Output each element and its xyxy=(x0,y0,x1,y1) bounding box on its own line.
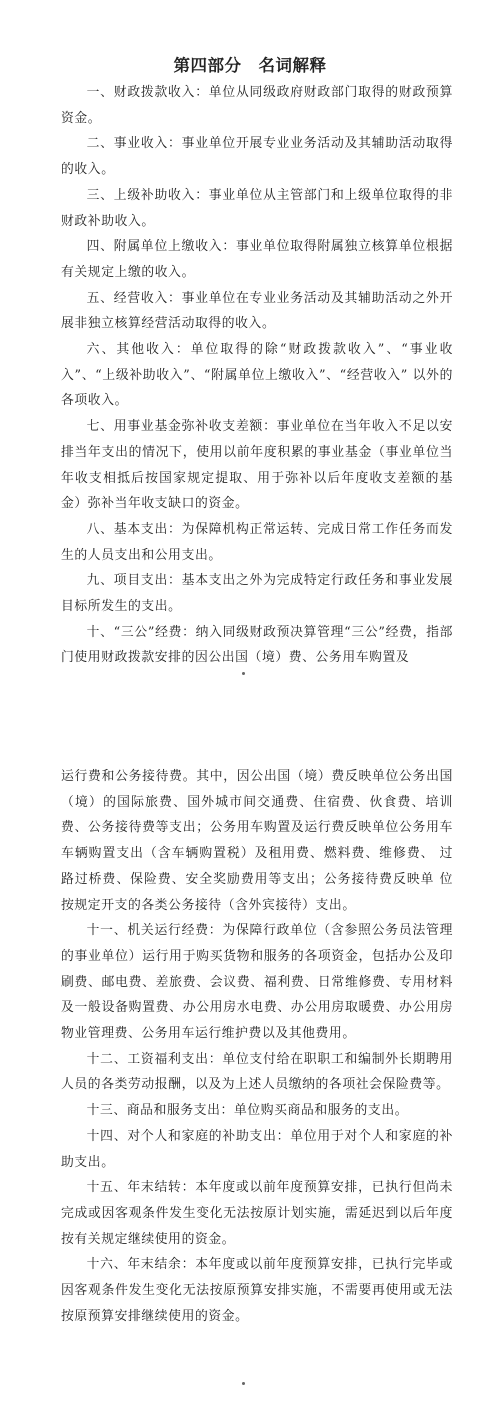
definition-superior-subsidy-income: 三、上级补助收入：事业单位从主管部门和上级单位取得的非财政补助收入。 xyxy=(61,187,453,229)
definition-wage-welfare-expenditure: 十二、工资福利支出：单位支付给在职职工和编制外长期聘用人员的各类劳动报酬，以及为上述人员缴纳的各项社会保险费等。 xyxy=(61,1051,453,1093)
definition-goods-services-expenditure: 十三、商品和服务支出：单位购买商品和服务的支出。 xyxy=(86,1103,409,1119)
definition-operating-income: 五、经营收入：事业单位在专业业务活动及其辅助活动之外开展非独立核算经营活动取得的收入。 xyxy=(61,290,453,332)
definition-subordinate-remittance-income: 四、附属单位上缴收入：事业单位取得附属独立核算单位根据有关规定上缴的收入。 xyxy=(61,239,453,280)
definition-fiscal-allocation-income: 一、财政拨款收入：单位从同级政府财政部门取得的财政预算资金。 xyxy=(61,85,453,126)
page-marker-dot xyxy=(242,672,245,675)
definition-other-income: 六、其他收入：单位取得的除“财政拨款收入”、“事业收入”、“上级补助收入”、“附属单位上缴收入”、“经营收入” 以外的各项收入。 xyxy=(61,342,453,409)
definition-three-public-expenses-continued: 运行费和公务接待费。其中，因公出国（境）费反映单位公务出国（境）的国际旅费、国外城市间交通费、住宿费、伙食费、培训费、公务接待费等支出；公务用车购置及运行费反映单位公务用车车辆购置支出（含车辆购置税）及租用费、燃料费、维修费、 过路过桥费、保险费、安全奖励费用等支出；公务接待费反映单 位按规定开支的各类公务接待（含外宾接待）支出。 xyxy=(61,769,453,913)
definition-business-fund-offset: 七、用事业基金弥补收支差额：事业单位在当年收入不足以安排当年支出的情况下，使用以前年度积累的事业基金（事业单位当年收支相抵后按国家规定提取、用于弥补以后年度收支差额的基金）弥补当年收支缺口的资金。 xyxy=(61,419,453,512)
document-page-1 xyxy=(0,0,500,700)
section-title: 第四部分 名词解释 xyxy=(173,56,327,75)
definition-business-income: 二、事业收入：事业单位开展专业业务活动及其辅助活动取得的收入。 xyxy=(61,136,453,178)
page-marker-dot xyxy=(242,1382,245,1385)
definition-project-expenditure: 九、项目支出：基本支出之外为完成特定行政任务和事业发展目标所发生的支出。 xyxy=(61,573,453,615)
definition-year-end-carryover: 十五、年末结转：本年度或以前年度预算安排，已执行但尚未完成或因客观条件发生变化无法按原计划实施，需延迟到以后年度按有关规定继续使用的资金。 xyxy=(61,1180,453,1247)
document-page-2 xyxy=(0,752,500,1413)
definitions-list-1 xyxy=(61,80,453,671)
definition-basic-expenditure: 八、基本支出：为保障机构正常运转、完成日常工作任务而发生的人员支出和公用支出。 xyxy=(61,521,453,563)
definition-agency-operating-funds: 十一、机关运行经费：为保障行政单位（含参照公务员法管理的事业单位）运行用于购买货物和服务的各项资金，包括办公及印刷费、邮电费、差旅费、会议费、福利费、日常维修费、专用材料及一般设备购置费、办公用房水电费、办公用房取暖费、办公用房物业管理费、公务用车运行维护费以及其他费用。 xyxy=(61,923,453,1042)
definitions-list-2 xyxy=(61,764,453,1329)
definition-household-subsidy-expenditure: 十四、对个人和家庭的补助支出：单位用于对个人和家庭的补助支出。 xyxy=(61,1128,453,1170)
definition-three-public-expenses: 十、“三公”经费：纳入同级财政预决算管理“三公”经费，指部门使用财政拨款安排的因公出国（境）费、公务用车购置及 xyxy=(61,624,453,666)
definition-year-end-surplus: 十六、年末结余：本年度或以前年度预算安排，已执行完毕或因客观条件发生变化无法按原预算安排实施，不需要再使用或无法按原预算安排继续使用的资金。 xyxy=(61,1257,453,1324)
